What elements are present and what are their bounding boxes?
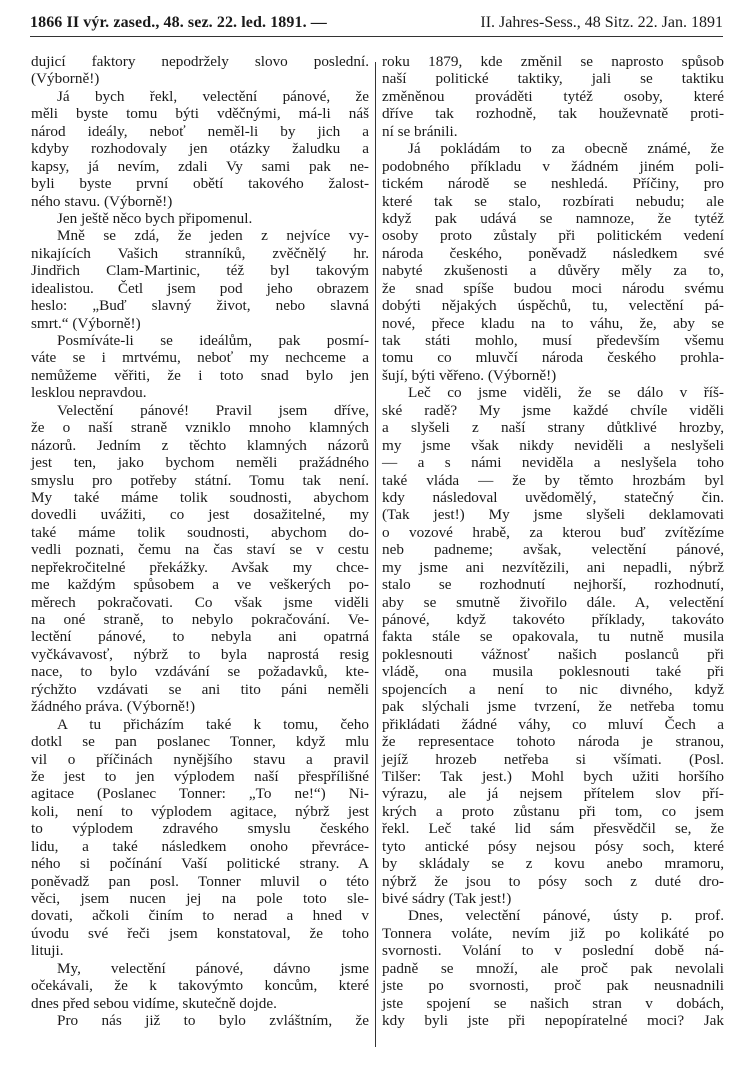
text-line: že representace tohoto národa je stranou, bbox=[382, 733, 724, 751]
text-line: smyslu pro potřeby státní. Tomu tak není. bbox=[31, 471, 369, 489]
text-line: když pak udává se namnoze, že tytéž bbox=[382, 209, 724, 227]
text-line: jest ten, jako bychom neměli pražádného bbox=[31, 454, 369, 472]
text-line: jste po svornosti, proč pak neusnadnili bbox=[382, 977, 724, 995]
text-line: nabyté zkušenosti a důvěry měly za to, bbox=[382, 262, 724, 280]
text-line: rýchžto vzdávati se ani tito páni neměli bbox=[31, 680, 369, 698]
text-line: jste spojení se našich stran v dobách, bbox=[382, 994, 724, 1012]
text-line: stalo se rozhodnutí nejhorší, rozhodnutí, bbox=[382, 576, 724, 594]
text-line: roku 1879, kde změnil se naprosto spůsob bbox=[382, 53, 724, 70]
text-line: by skládaly se z kovu anebo mramoru, bbox=[382, 855, 724, 873]
text-line: dříve tak rozhodně, tak houževnatě proti- bbox=[382, 105, 724, 123]
text-line: očekávali, že k takovýmto koncům, které bbox=[31, 977, 369, 995]
text-line: poněvadž pan posl. Tonner mluvil o této bbox=[31, 872, 369, 890]
text-line: podobného příkladu v žádném jiném poli- bbox=[382, 157, 724, 175]
text-line: pak slýchali jsme tvrzení, že netřeba tomu bbox=[382, 698, 724, 716]
text-line: Já bych řekl, velectění pánové, že bbox=[57, 87, 369, 105]
text-line: (Výborně!) bbox=[31, 70, 100, 88]
header-czech: 1866 II výr. zased., 48. sez. 22. led. 1891. — bbox=[30, 14, 327, 31]
right-column bbox=[382, 53, 724, 1030]
text-line: váte se i mrtvému, neboť my nechceme a bbox=[31, 349, 369, 367]
text-line: Posmíváte-li se ideálům, pak posmí- bbox=[57, 332, 369, 349]
text-line: výrazu, ale já nejsem přítelem slov pří- bbox=[382, 785, 724, 803]
text-line: vil o příčinách nynějšího stavu a pravil bbox=[31, 750, 369, 768]
left-column bbox=[31, 53, 369, 1030]
text-line: přikládati žádné váhy, co mluví Čech a bbox=[382, 715, 724, 733]
text-line: my jsme však nikdy neviděli a neslyšeli bbox=[382, 436, 724, 454]
text-line: o vozové hrabě, za kterou buď zvítězíme bbox=[382, 523, 724, 541]
text-line: fakta stále se opakovala, tu nutně musila bbox=[382, 628, 724, 646]
text-line: lidu, a také následkem onoho převráce- bbox=[31, 837, 369, 855]
text-line: národa českého, poněvadž následkem své bbox=[382, 244, 724, 262]
text-line: nace, to bylo vzdávání se požadavků, kte- bbox=[31, 663, 369, 681]
text-line: me každým spůsobem a ve veškerých po- bbox=[31, 576, 369, 594]
text-line: lituji. bbox=[31, 942, 64, 960]
text-line: vládě, ona musila poklesnouti také při bbox=[382, 663, 724, 681]
text-line: spojencích a není to nic divného, když bbox=[382, 680, 724, 698]
text-line: Tilšer: Tak jest.) Mohl bych užiti horšího bbox=[382, 767, 724, 785]
text-line: naší politické taktiky, jali se taktiku bbox=[382, 70, 724, 88]
text-line: osoby proto zůstaly při politickém vedení bbox=[382, 227, 724, 245]
text-line: nepřekročitelné překážky. Avšak my chce- bbox=[31, 558, 369, 576]
running-header bbox=[30, 10, 723, 37]
text-line: ské radě? My jsme každé chvíle viděli bbox=[382, 401, 724, 419]
text-line: šují, býti věřeno. (Výborně!) bbox=[382, 366, 557, 384]
text-line: také máme tolik soudnosti, abychom do- bbox=[31, 523, 369, 541]
text-line: tickém národě se neshledá. Příčiny, pro bbox=[382, 175, 724, 193]
text-line: dotkl se pan poslanec Tonner, když mlu bbox=[31, 733, 369, 751]
text-line: kdy následoval uvědomělý, statečný čin. bbox=[382, 488, 724, 506]
text-line: dovedli uvážiti, co jest dosažitelné, my bbox=[31, 506, 369, 524]
text-line: vyčkávavosť, nýbrž to byla naprostá resig bbox=[31, 645, 369, 663]
text-line: Leč co jsme viděli, že se dálo v říš- bbox=[408, 384, 724, 402]
text-line: dovati, ačkoli činím to nerad a hned v bbox=[31, 907, 369, 925]
text-line: úvodu své řeči jsem konstatoval, že toho bbox=[31, 924, 369, 942]
text-line: koli, není to výplodem agitace, nýbrž jest bbox=[31, 802, 369, 820]
text-line: řekl. Leč také lid sám přesvědčil se, že bbox=[382, 820, 724, 838]
text-line: Tonnera voláte, nevím již po kolikáté po bbox=[382, 924, 724, 942]
text-line: A tu přicházím také k tomu, čeho bbox=[57, 715, 369, 733]
text-line: které tak se stalo, rozbírati nebudu; ale bbox=[382, 192, 724, 210]
text-line: jejíž hrozeb netřeba si všímati. (Posl. bbox=[382, 750, 724, 768]
text-line: — a s námi neviděla a neslyšela toho bbox=[382, 454, 724, 472]
text-line: že snad spíše budou moci národu svému bbox=[382, 279, 724, 297]
column-divider bbox=[375, 62, 376, 1047]
text-line: svornosti. Volání to v poslední době ná- bbox=[382, 942, 724, 960]
text-line: nemůžeme věřiti, že i toto snad bylo jen bbox=[31, 366, 369, 384]
text-line: tomu co mluvčí národa českého prohla- bbox=[382, 349, 724, 367]
text-line: národ ideály, neboť neměl-li by jich a bbox=[31, 122, 369, 140]
text-line: také vláda — že by těmto hrozbám byl bbox=[382, 471, 724, 489]
text-line: krých a proto zůstanu při tom, co jsem bbox=[382, 802, 724, 820]
text-line: vedli poznati, čemu na čas staví se v cestu bbox=[31, 541, 369, 559]
text-line: Já pokládám to za obecně známé, že bbox=[408, 140, 724, 158]
text-line: My, velectění pánové, dávno jsme bbox=[57, 959, 369, 977]
text-line: pánové, když takovéto příklady, takováto bbox=[382, 611, 724, 628]
text-line: Dnes, velectění pánové, ústy p. prof. bbox=[408, 907, 724, 925]
text-line: věci, jsem nucen jej na pole toto sle- bbox=[31, 890, 369, 907]
text-line: poklesnouti vážnosť našich poslanců při bbox=[382, 645, 724, 663]
text-line: Mně se zdá, že jeden z nejvíce vy- bbox=[57, 227, 369, 245]
text-line: Velectění pánové! Pravil jsem dříve, bbox=[57, 401, 369, 419]
text-line: ní se bránili. bbox=[382, 122, 458, 140]
text-line: lectění pánové, to nebyla ani opatrná bbox=[31, 628, 369, 646]
text-line: žádného práva. (Výborně!) bbox=[31, 698, 196, 716]
text-line: agitace (Poslanec Tonner: „To ne!“) Ni- bbox=[31, 785, 369, 803]
text-line: nové, přece kladu na to váhu, že, aby se bbox=[382, 314, 724, 332]
text-line: My také máme tolik soudnosti, abychom bbox=[31, 488, 369, 506]
text-line: Jindřich Clam-Martinic, též byl takovým bbox=[31, 262, 369, 280]
text-line: smrt.“ (Výborně!) bbox=[31, 314, 141, 332]
text-line: kdyby rozhodovaly jen otázky žaludku a bbox=[31, 140, 369, 158]
text-line: dobýti nějakých úspěchů, tu, velectění pá- bbox=[382, 297, 724, 315]
text-line: tyto antické pósy nejsou pósy soch, které bbox=[382, 837, 724, 855]
text-line: změněnou prováděti tytéž osoby, které bbox=[382, 87, 724, 105]
header-german: II. Jahres-Sess., 48 Sitz. 22. Jan. 1891 bbox=[480, 14, 723, 31]
text-line: ného si počínání Vaší politické strany. A bbox=[31, 855, 369, 873]
text-line: tak státi mohlo, musí především všemu bbox=[382, 332, 724, 349]
text-line: dujicí faktory nepodržely slovo poslední. bbox=[31, 53, 369, 70]
text-line: to výplodem zdravého smyslu českého bbox=[31, 820, 369, 838]
text-line: že jest to jen výplodem naší přespřílišné bbox=[31, 767, 369, 785]
text-line: nikajících Vašich stranníků, zvěčnělý hr. bbox=[31, 244, 369, 262]
text-line: heslo: „Buď slavný život, nebo slavná bbox=[31, 297, 369, 315]
text-line: Pro nás již to bylo zvláštním, že bbox=[57, 1012, 369, 1030]
text-line: měrech pokračovati. Co však jsme viděli bbox=[31, 593, 369, 611]
text-line: byli byste první obětí takového žalost- bbox=[31, 175, 369, 193]
text-line: my jsme ani nezvítězili, ani nepadli, nýbrž bbox=[382, 558, 724, 576]
text-line: kapsy, já nevím, zdali Vy sami pak ne- bbox=[31, 157, 369, 175]
text-line: dnes před sebou vidíme, skutečně dojde. bbox=[31, 994, 277, 1012]
text-line: Jen ještě něco bych připomenul. bbox=[57, 209, 253, 227]
text-line: že o naší straně vzniklo mnoho klamných bbox=[31, 419, 369, 437]
text-line: kdy byli jste při nepopíratelné moci? Jak bbox=[382, 1012, 724, 1030]
text-line: idealistou. Četl jsem pod jeho obrazem bbox=[31, 279, 369, 297]
text-line: názorů. Jedním z těchto klamných názorů bbox=[31, 436, 369, 454]
text-line: měli byste tomu býti vděčnými, má-li náš bbox=[31, 105, 369, 123]
text-line: aby se smutně živořilo dále. A, velectění bbox=[382, 593, 724, 611]
text-line: ného stavu. (Výborně!) bbox=[31, 192, 173, 210]
text-line: nýbrž že jsou to pósy soch z duté dro- bbox=[382, 872, 724, 890]
text-line: bivé sádry (Tak jest!) bbox=[382, 890, 512, 907]
text-line: (Tak jest!) My jsme slyšeli deklamovati bbox=[382, 506, 724, 524]
text-line: a slyšeli z naší strany důtklivé hrozby, bbox=[382, 419, 724, 437]
text-line: lesklou nepravdou. bbox=[31, 384, 147, 402]
text-line: neb padneme; avšak, velectění pánové, bbox=[382, 541, 724, 559]
text-line: padně se množí, ale proč pak nevolali bbox=[382, 959, 724, 977]
text-line: na oné straně, to nebylo pokračování. Ve- bbox=[31, 611, 369, 628]
